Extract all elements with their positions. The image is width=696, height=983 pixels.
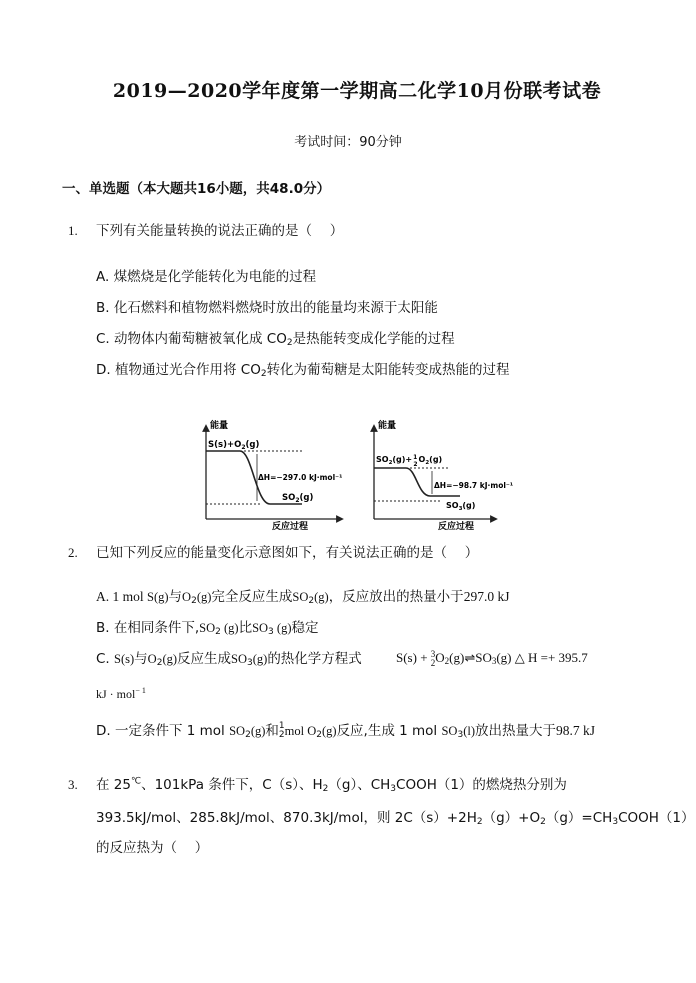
delta-h-label: ΔH=−98.7 kJ·mol⁻¹ <box>434 481 514 490</box>
option-d: D. 植物通过光合作用将 $CO_2$转化为葡萄糖是太阳能转变成热能的过程 <box>96 362 510 379</box>
question-number: 3. <box>68 777 78 792</box>
question-stem-line-3: 的反应热为（ ） <box>96 840 209 856</box>
unit-line: kJ · mol$^{- 1}$ <box>96 686 146 701</box>
page-title: 2019—2020学年度第一学期高二化学10月份联考试卷 <box>112 80 602 102</box>
option-c: C. S(s)与$O_2(g)$反应生成$SO_3(g)$的热化学方程式 <box>96 651 362 668</box>
reactant-label: $SO_2(g)+^1$ $2O_2(g)$ <box>376 454 443 468</box>
energy-diagram-2 <box>368 416 514 532</box>
question-number: 2. <box>68 545 78 560</box>
y-axis-label: 能量 <box>210 421 229 431</box>
option-d: D. 一定条件下 1 mol $SO_2(g)$和 1 2 mol $O_2(g)$反应,生成 1 mol $SO_3(l)$放出热量大于98.7 kJ <box>96 721 596 740</box>
product-label: $SO_3(g)$ <box>446 501 476 512</box>
question-stem-line-1: 在 25℃、101kPa 条件下，C（s）、$H_2(g)$、$CH_3COOH(1)$的燃烧热分别为 <box>96 776 567 794</box>
option-a: A. 煤燃烧是化学能转化为电能的过程 <box>96 269 317 285</box>
option-c: C. 动物体内葡萄糖被氧化成 $CO_2$是热能转变成化学能的过程 <box>96 331 455 348</box>
x-axis-label: 反应过程 <box>272 522 309 532</box>
product-label: $SO_2(g)$ <box>282 493 314 504</box>
exam-time: 考试时间：90分钟 <box>294 135 402 150</box>
option-b: B. 在相同条件下$,SO_2$ (g)比$SO_3$ (g)稳定 <box>96 620 319 637</box>
question-stem-line-2: 393.5kJ/mol、285.8kJ/mol、870.3kJ/mol，则 $2C(s)+2H_2(g)+O_2(g)=CH_3COOH(1)$ <box>96 810 695 827</box>
question-stem: 下列有关能量转换的说法正确的是（ ） <box>96 223 344 239</box>
thermochemical-equation: S(s) + 3 2 $O_2(g)\rightleftharpoons SO_3(g)$ △ H =+ 395.7 <box>396 649 588 669</box>
delta-h-label: ΔH=−297.0 kJ·mol⁻¹ <box>258 473 343 482</box>
section-heading: 一、单选题（本大题共16小题，共48.0分） <box>62 181 331 197</box>
question-number: 1. <box>68 223 78 238</box>
energy-diagram-1 <box>200 416 350 532</box>
x-axis-label: 反应过程 <box>438 522 475 532</box>
option-b: B. 化石燃料和植物燃料燃烧时放出的能量均来源于太阳能 <box>96 300 438 316</box>
reactant-label: $S(s)+O_2(g)$ <box>208 440 260 451</box>
option-a: A. 1 mol S(g)与$O_2(g)$完全反应生成$SO_2(g)$，反应放出的热量小于297.0 kJ <box>96 589 510 606</box>
question-stem: 已知下列反应的能量变化示意图如下，有关说法正确的是（ ） <box>96 545 479 561</box>
y-axis-label: 能量 <box>378 421 397 431</box>
